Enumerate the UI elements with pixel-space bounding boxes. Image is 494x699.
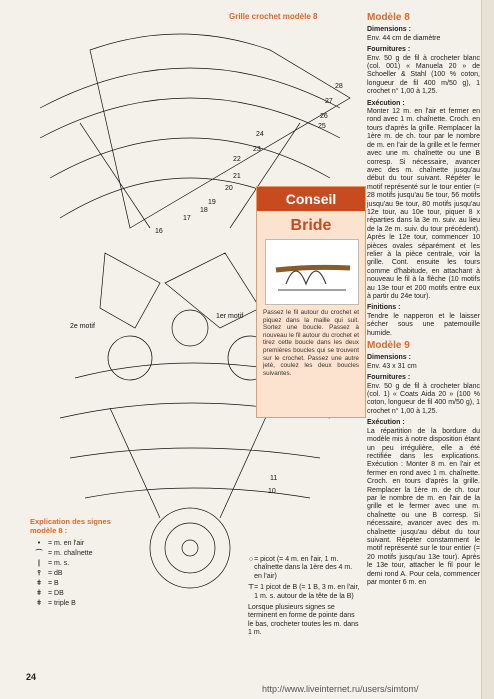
legend-row (30, 539, 120, 549)
legend-label: = B (48, 580, 59, 587)
model8-execution: Monter 12 m. en l'air et fermer en rond avec 1 m. chaînette. Croch. en tours d'après la grille. Remplacer la 1ère m. de ch. tour par le nombre de m. en l'air de la grille et le fermer avec une m. chaînette ou une B corresp. Si nécessaire, avancer avec des m. chaînette jusqu'au début du tour suivant. Répéter le motif représenté sur le tour entier (= 28 motifs jusqu'au 5e tour, 56 motifs jusqu'au 9e tour, 80 motifs jusqu'au 12e tour, au 10e tour, piquer 8 x réparties dans la 3e m. suiv. au lieu de la 2e m. suiv. du tour précédent). Après le 12e tour, commencer 10 pièces ovales séparément et les relier à la pièce centrale, voir la grille. Cont. ensuite les tours comme d'habitude, en attachant à nouveau le fil à la flèche (10 motifs au 13e tour et 200 motifs entre eux à partir du 24e tour). (367, 108, 480, 300)
row-label: 24 (256, 131, 264, 138)
row-label: 17 (183, 215, 191, 222)
row-label: 16 (155, 228, 163, 235)
model8-dimensions-label: Dimensions : (367, 26, 411, 34)
legend-right (248, 556, 360, 638)
right-column (367, 14, 480, 590)
legend-label: = m. en l'air (48, 540, 85, 547)
watermark-url: http://www.liveinternet.ru/users/simtom/ (262, 684, 419, 694)
legend-symbol: • (37, 540, 41, 547)
row-label: 23 (253, 146, 261, 153)
row-label: 21 (233, 173, 241, 180)
model9-fournitures: Env. 50 g de fil à crocheter blanc (col. 1) « Coats Aida 20 » (100 % coton, longueur de fil 400 m/50 g), 1 crochet n° 1,00 à 1,25. (367, 382, 480, 415)
legend-label: = DB (48, 590, 64, 597)
row-label: 11 (270, 475, 278, 482)
legend-label: = 1 picot de B (= 1 B, 3 m. en l'air, 1 m. s. autour de la tête de la B) (254, 584, 360, 600)
conseil-box (256, 186, 366, 418)
row-label: 22 (233, 156, 241, 163)
conseil-text: Passez le fil autour du crochet et piquez dans la maille qui suit. Sortez une boucle. Passez à nouveau le fil autour du crochet et tirez cette boucle dans les deux premières boucles qui se trouvent sur le crochet. Passez une autre jeté, coulez les deux boucles suivantes. (263, 309, 359, 377)
row-label: 25 (318, 123, 326, 130)
legend-symbol: ⊤ (248, 584, 255, 592)
legend (30, 518, 120, 609)
legend-label: = picot (= 4 m. en l'air, 1 m. chaînette dans la 1ère des 4 m. en l'air) (254, 556, 353, 580)
legend-right-row (248, 584, 360, 601)
model8-fournitures: Env. 50 g de fil à crocheter blanc (col. 001) « Manuela 20 » de Schoeller & Stahl (100 % coton, longueur de fil 400 m/50 g), 1 crochet n° 1,00 à 1,25. (367, 54, 480, 96)
model8-execution-label: Exécution : (367, 99, 405, 107)
legend-label: = m. s. (48, 560, 70, 567)
model9-title: Modèle 9 (367, 340, 410, 352)
model9-dimensions: Env. 43 x 31 cm (367, 362, 417, 370)
legend-row (30, 549, 120, 559)
legend-row (30, 569, 120, 579)
row-label: 28 (335, 83, 343, 90)
model8-finitions: Tendre le napperon et le laisser sécher sous une patemouille humide. (367, 312, 480, 337)
legend-row (30, 589, 120, 599)
model9-execution: La répartition de la bordure du modèle mis à notre disposition étant un peu irrégulière, elle a été rectifiée dans les explications. Exécution : Monter 8 m. en l'air et fermer en rond avec 1 m. chaînette. Croch. en tours d'après la grille. Remplacer la 1ère m. de ch. tour par le nombre de m. en l'air de la grille et le fermer avec une m. chaînette ou une B corresp. Si nécessaire, avancer avec des m. chaînette jusqu'au début du tour suivant. Répéter constamment le motif représenté sur le tour entier (= 20 motifs jusqu'au 13e tour). Après le 13e tour, attacher le fil pour le demi rond A. Pour cela, commencer par monter 6 m. en (367, 427, 480, 586)
row-label: 10 (268, 488, 276, 495)
legend-symbol: ⌒ (35, 550, 43, 557)
crochet-hook-illustration (265, 239, 359, 305)
legend-symbol: ○ (248, 556, 254, 563)
legend-label: = m. chaînette (48, 550, 93, 557)
model9-execution-label: Exécution : (367, 419, 405, 427)
motif-label-2: 2e motif (70, 323, 95, 330)
row-label: 19 (208, 199, 216, 206)
legend-symbol: ǂ (36, 580, 42, 587)
legend-symbol: ⫯ (37, 570, 41, 577)
legend-row (30, 559, 120, 569)
legend-row (30, 599, 120, 609)
model9-fournitures-label: Fournitures : (367, 374, 411, 382)
legend-symbol: ǂ (36, 600, 42, 607)
row-label: 26 (320, 113, 328, 120)
legend-title: Explication des signes modèle 8 : (30, 517, 111, 535)
motif-label-1: 1er motif (216, 313, 244, 320)
legend-label: = dB (48, 570, 63, 577)
conseil-title: Conseil (257, 187, 365, 211)
model9-dimensions-label: Dimensions : (367, 354, 411, 362)
conseil-subtitle: Bride (290, 217, 332, 234)
legend-note: Lorsque plusieurs signes se terminent en forme de pointe dans le bas, crocheter toutes les m. dans 1 m. (248, 604, 359, 637)
model8-finitions-label: Finitions : (367, 304, 401, 312)
legend-row (30, 579, 120, 589)
legend-label: = triple B (48, 600, 76, 607)
legend-symbol: ǂ (36, 590, 42, 597)
row-label: 18 (200, 207, 208, 214)
row-label: 27 (325, 98, 333, 105)
row-label: 20 (225, 185, 233, 192)
model8-fournitures-label: Fournitures : (367, 46, 411, 54)
legend-symbol: | (38, 560, 40, 567)
chart-title: Grille crochet modèle 8 (229, 12, 318, 21)
legend-right-row (248, 556, 360, 581)
page-number: 24 (26, 672, 37, 682)
page-edge (481, 0, 494, 699)
model8-title: Modèle 8 (367, 12, 410, 23)
model8-dimensions: Env. 44 cm de diamètre (367, 34, 441, 42)
